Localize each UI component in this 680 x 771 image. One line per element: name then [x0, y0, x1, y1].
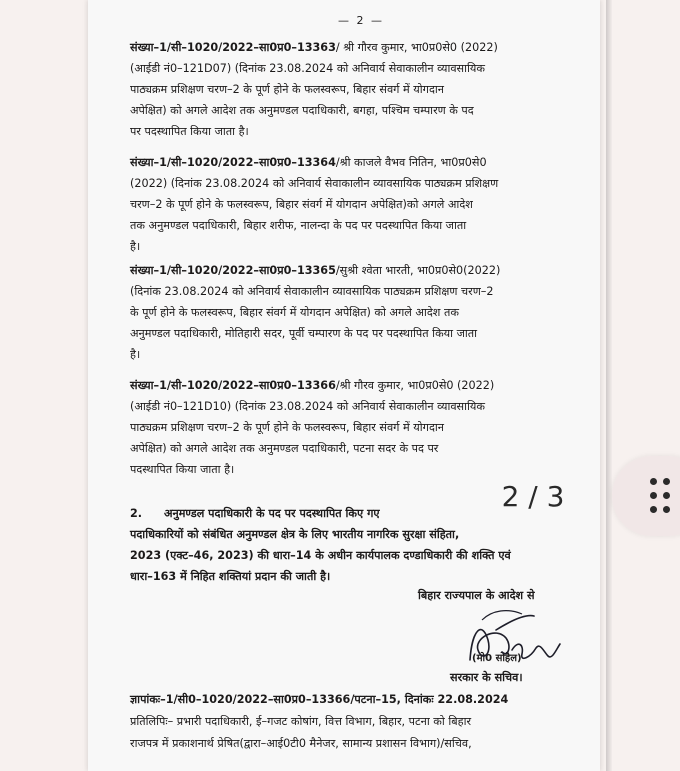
page-number: — 2 — — [338, 14, 384, 27]
order-line: /श्री काजले वैभव नितिन, भा0प्र0से0 — [335, 156, 487, 169]
order-line: अनुमण्डल पदाधिकारी, मोतिहारी सदर, पूर्वी चम्पारण के पद पर पदस्थापित किया जाता — [130, 327, 478, 340]
page-grid-button[interactable] — [612, 456, 680, 536]
order-line: पर पदस्थापित किया जाता है। — [130, 125, 249, 138]
order-authority-line: बिहार राज्यपाल के आदेश से — [418, 589, 535, 602]
page-indicator: 2 / 3 — [474, 462, 592, 530]
signatory-designation: सरकार के सचिव। — [450, 671, 523, 684]
order-line: चरण–2 के पूर्ण होने के फलस्वरूप, बिहार संवर्ग में योगदान अपेक्षित)को अगले आदेश — [130, 198, 473, 211]
paragraph-line: 2023 (एक्ट–46, 2023) की धारा–14 के अधीन कार्यपालक दण्डाधिकारी की शक्ति एवं — [130, 549, 511, 562]
order-line: है। — [130, 348, 141, 361]
order-line: के पूर्ण होने के फलस्वरूप, बिहार संवर्ग में योगदान अपेक्षित) को अगले आदेश तक — [130, 306, 459, 319]
paragraph-line: पदाधिकारियों को संबंधित अनुमण्डल क्षेत्र के लिए भारतीय नागरिक सुरक्षा संहिता, — [130, 528, 460, 541]
handwritten-signature — [452, 600, 572, 680]
page-edge — [606, 0, 612, 771]
order-ref: संख्या–1/सी–1020/2022–सा0प्र0–13366 — [130, 379, 336, 392]
memo-ref: ज्ञापांकः–1/सी0–1020/2022–सा0प्र0–13366/पटना–15, दिनांकः 22.08.2024 — [130, 693, 509, 706]
paragraph-line: अनुमण्डल पदाधिकारी के पद पर पदस्थापित किए गए — [163, 507, 380, 520]
order-line: तक अनुमण्डल पदाधिकारी, बिहार शरीफ, नालन्दा के पद पर पदस्थापित किया जाता — [130, 219, 467, 232]
order-line: /सुश्री श्वेता भारती, भा0प्र0से0(2022) — [335, 264, 501, 277]
order-line: (आईडी नं0–121D07) (दिनांक 23.08.2024 को अनिवार्य सेवाकालीन व्यावसायिक — [130, 62, 485, 75]
order-line: पाठ्यक्रम प्रशिक्षण चरण–2 के पूर्ण होने के फलस्वरूप, बिहार संवर्ग में योगदान — [130, 83, 445, 96]
copy-line: राजपत्र में प्रकाशनार्थ प्रेषित(द्वारा–आई0टी0 मैनेजर, सामान्य प्रशासन विभाग)/सचिव, — [130, 737, 472, 750]
order-line: अपेक्षित) को अगले आदेश तक अनुमण्डल पदाधिकारी, बगहा, पश्चिम चम्पारण के पद — [130, 104, 474, 117]
order-line: /श्री गौरव कुमार, भा0प्र0से0 (2022) — [335, 379, 495, 392]
order-line: (दिनांक 23.08.2024 को अनिवार्य सेवाकालीन व्यावसायिक पाठ्यक्रम प्रशिक्षण चरण–2 — [130, 285, 494, 298]
order-ref: संख्या–1/सी–1020/2022–सा0प्र0–13363 — [130, 41, 336, 54]
order-line: (2022) (दिनांक 23.08.2024 को अनिवार्य सेवाकालीन व्यावसायिक पाठ्यक्रम प्रशिक्षण — [130, 177, 499, 190]
order-line: / श्री गौरव कुमार, भा0प्र0से0 (2022) — [335, 41, 498, 54]
order-line: अपेक्षित) को अगले आदेश तक अनुमण्डल पदाधिकारी, पटना सदर के पद पर — [130, 442, 439, 455]
order-line: है। — [130, 240, 141, 253]
order-line: पाठ्यक्रम प्रशिक्षण चरण–2 के पूर्ण होने के फलस्वरूप, बिहार संवर्ग में योगदान — [130, 421, 445, 434]
paragraph-line: धारा–163 में निहित शक्तियां प्रदान की जाती है। — [130, 570, 331, 583]
paragraph-number: 2. — [130, 507, 143, 520]
order-line: पदस्थापित किया जाता है। — [130, 463, 235, 476]
copy-line: प्रतिलिपिः– प्रभारी पदाधिकारी, ई–गजट कोषांग, वित्त विभाग, बिहार, पटना को बिहार — [130, 715, 472, 728]
order-ref: संख्या–1/सी–1020/2022–सा0प्र0–13365 — [130, 264, 336, 277]
grip-dots-icon — [650, 478, 672, 514]
order-line: (आईडी नं0–121D10) (दिनांक 23.08.2024 को अनिवार्य सेवाकालीन व्यावसायिक — [130, 400, 485, 413]
signatory-name: (मो0 सोहैल) — [472, 653, 522, 664]
order-ref: संख्या–1/सी–1020/2022–सा0प्र0–13364 — [130, 156, 336, 169]
